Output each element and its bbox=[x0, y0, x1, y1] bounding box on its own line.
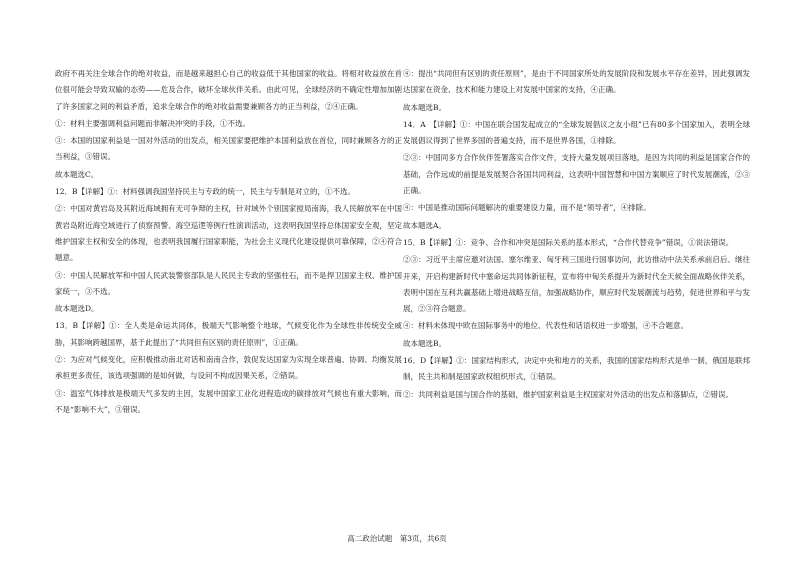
page-footer: 高二政治试题 第3页，共6页 bbox=[347, 534, 447, 543]
left-para-2: ③：本国的国家利益是一国对外活动的出发点，相关国家要把维护本国利益放在首位，同时兼顾各方的正当利益，③错误。 bbox=[55, 136, 402, 162]
left-column bbox=[55, 66, 402, 418]
right-para-9: 故本题选B。 bbox=[403, 338, 447, 348]
left-para-4: 12．B【详解】①：材料强调我国坚持民主与专政的统一，民主与专制是对立的，①不选。 bbox=[55, 187, 356, 197]
left-para-9: ②：为应对气候变化，应积极推动南北对话和南南合作，敦促发达国家为实现全球普遍、协调、均衡发展承担更多责任，该选项强调的是如何做，与设问不构成因果关系，②错误。 bbox=[55, 355, 402, 381]
left-para-1: ①：材料主要强调利益问题而非解决冲突的手段，①不选。 bbox=[55, 118, 250, 128]
left-para-6: ③：中国人民解放军和中国人民武装警察部队是人民民主专政的坚强柱石，而不是捍卫国家主权、维护国家统一，③不选。 bbox=[55, 270, 402, 296]
left-para-10: ③：温室气体排放是极端天气多发的主因，发展中国家工业化进程造成的碳排放对气候也有重大影响，而不是“影响不大”，③错误。 bbox=[55, 388, 402, 414]
left-para-5: ②：中国对黄岩岛及其附近海域拥有无可争辩的主权，针对域外个别国家搅局南海，我人民解放军在中国黄岩岛附近海空域进行了侦察预警、海空巡逻等例行性演训活动，这表明我国坚持总体国家安全观，坚定维护国家主权和安全的体现，也表明我国履行国家职能，为社会主义现代化建设提供可靠保障，②④符合题意。 bbox=[55, 204, 402, 263]
right-para-4: ④：中国是推动国际问题解决的重要建设力量，而不是“领导者”，④排除。 bbox=[403, 203, 651, 213]
left-para-7: 故本题选D。 bbox=[55, 304, 99, 314]
right-para-2: 14．A 【详解】①：中国在联合国发起成立的“全球发展倡议之友小组”已有80多个国家加入，表明全球发展倡议得到了世界多国的普遍支持，而不是世界各国，①排除。 bbox=[403, 119, 750, 146]
right-para-0: ④：提出“共同但有区别的责任原则”，是由于不同国家所处的发展阶段和发展水平存在差异，因此强调发达国家在资金、技术和能力建设上对发展中国家的支持，④正确。 bbox=[403, 69, 750, 95]
left-para-8: 13．B【详解】①：全人类是命运共同体，极端天气影响整个地球，气候变化作为全球性非传统安全威胁，其影响跨越国界，基于此提出了“共同但有区别的责任原则”，①正确。 bbox=[55, 321, 402, 347]
left-para-0: 政府不再关注全球合作的绝对收益，而是越来越担心自己的收益低于其他国家的收益。将相对收益放在首位很可能会导致双输的态势——危及合作，破坏全球伙伴关系。由此可见，全球经济的不确定性增加加剧了许多国家之间的利益矛盾，追求全球合作的绝对收益需要兼顾各方的正当利益，②④正确。 bbox=[55, 69, 402, 111]
right-para-8: ④：材料未体现中欧在国际事务中的地位、代表性和话语权进一步增强，④不合题意。 bbox=[403, 321, 688, 331]
right-para-7: ②③：习近平主席应邀对法国、塞尔维亚、匈牙利三国进行国事访问，此访推动中法关系承前启后、继往开来，开启构建新时代中塞命运共同体新征程，宣布将中匈关系提升为新时代全天候全面战略伙伴关系，表明中国在互利共赢基础上增进战略互信，加强战略协作，顺应时代发展潮流与趋势，促进世界和平与发展，②③符合题意。 bbox=[403, 255, 750, 314]
right-para-5: 故本题选A。 bbox=[403, 220, 446, 230]
right-para-10: 16．D【详解】①：国家结构形式，决定中央和地方的关系，我国的国家结构形式是单一制，俄国是联邦制，民主共和制是国家政权组织形式，①错误。 bbox=[403, 356, 750, 382]
right-para-1: 故本题选B。 bbox=[403, 102, 447, 112]
right-para-6: 15．B【详解】①：竞争、合作和冲突是国际关系的基本形式，“合作代替竞争”错误，①说法错误。 bbox=[403, 237, 734, 247]
right-column bbox=[403, 66, 750, 403]
right-para-11: ②：共同利益是国与国合作的基础，维护国家利益是主权国家对外活动的出发点和落脚点，②错误。 bbox=[403, 389, 733, 399]
right-para-3: ②③：中国同多方合作伙伴签署落实合作文件，支持大量发展项目落地，是因为共同的利益是国家合作的基础，合作远成的前提是发展契合各国共同利益，这表明中国智慧和中国方案顺应了时代发展潮流，②③正确。 bbox=[403, 153, 750, 196]
left-para-3: 故本题选C。 bbox=[55, 169, 99, 179]
